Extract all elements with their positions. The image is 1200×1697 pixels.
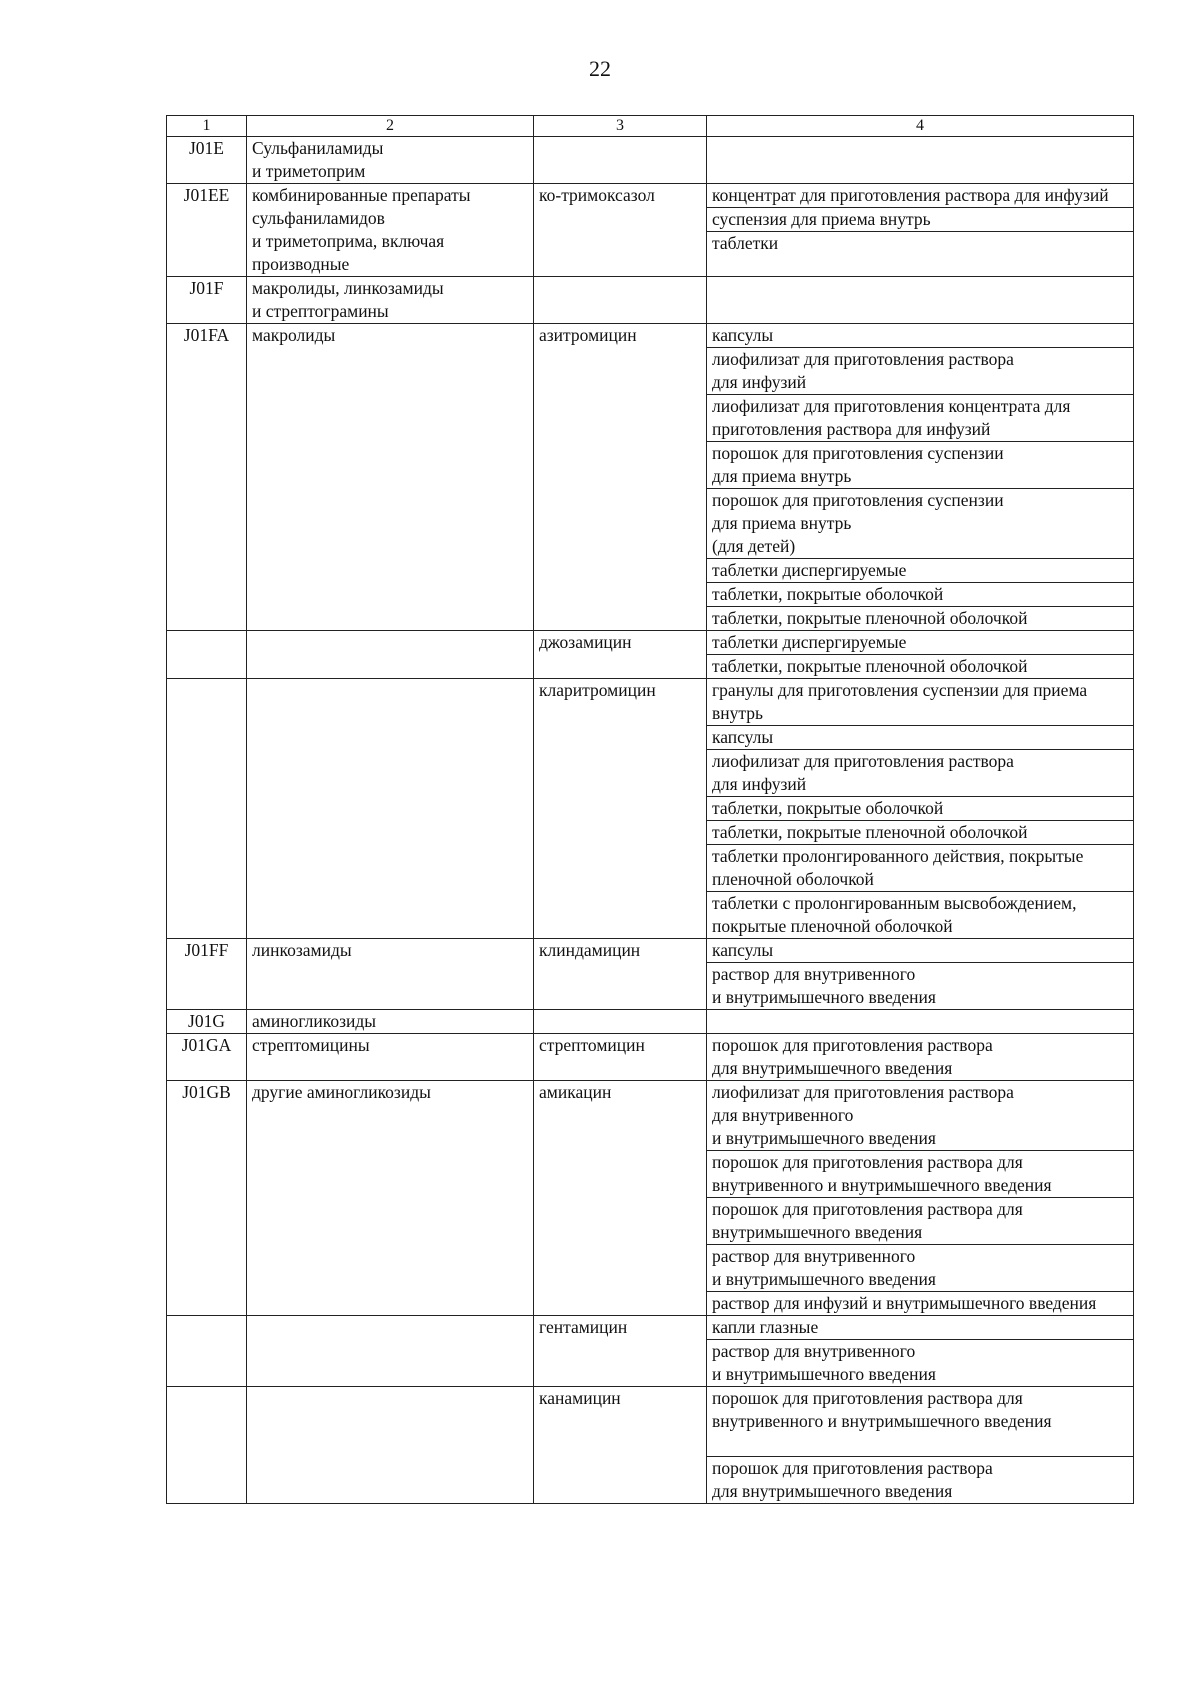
table-header-row	[167, 116, 1134, 137]
atc-code-cell: J01EE	[167, 184, 247, 277]
dosage-form: концентрат для приготовления раствора для инфузий	[712, 185, 1109, 205]
column-header: 3	[534, 116, 707, 137]
table-row	[167, 137, 1134, 184]
atc-code-cell: J01F	[167, 277, 247, 324]
dosage-form: таблетки, покрытые пленочной оболочкой	[707, 606, 1133, 630]
dosage-forms-cell	[707, 277, 1134, 324]
dosage-form: таблетки с пролонгированным высвобождением, покрытые пленочной оболочкой	[707, 891, 1133, 938]
table-row	[167, 1316, 1134, 1387]
dosage-form: капли глазные	[712, 1317, 819, 1337]
group-name-cell: комбинированные препараты сульфаниламидов и триметоприма, включая производные	[247, 184, 534, 277]
drug-name-cell: азитромицин	[534, 324, 707, 631]
dosage-forms-cell	[707, 631, 1134, 679]
group-name-cell: другие аминогликозиды	[247, 1081, 534, 1316]
column-header: 4	[707, 116, 1134, 137]
dosage-form: порошок для приготовления раствора для внутримышечного введения	[712, 1035, 993, 1078]
dosage-forms-cell	[707, 1316, 1134, 1387]
table-row	[167, 1387, 1134, 1504]
dosage-form: суспензия для приема внутрь	[707, 207, 1133, 231]
dosage-form	[707, 277, 1133, 300]
atc-code-cell	[167, 1387, 247, 1504]
dosage-forms-cell	[707, 324, 1134, 631]
drug-name-cell: амикацин	[534, 1081, 707, 1316]
dosage-form: гранулы для приготовления суспензии для приема внутрь	[712, 680, 1088, 723]
drug-name-cell	[534, 137, 707, 184]
dosage-form: порошок для приготовления раствора для внутривенного и внутримышечного введения	[707, 1150, 1133, 1197]
dosage-form: порошок для приготовления раствора для внутримышечного введения	[707, 1197, 1133, 1244]
drug-name-cell: кларитромицин	[534, 679, 707, 939]
group-name-cell	[247, 679, 534, 939]
dosage-form: раствор для инфузий и внутримышечного введения	[707, 1291, 1133, 1315]
dosage-form: таблетки, покрытые пленочной оболочкой	[707, 654, 1133, 678]
dosage-form: лиофилизат для приготовления раствора для инфузий	[707, 347, 1133, 394]
atc-code-cell: J01GA	[167, 1034, 247, 1081]
table-row	[167, 679, 1134, 939]
column-header: 2	[247, 116, 534, 137]
dosage-form: раствор для внутривенного и внутримышечного введения	[707, 1244, 1133, 1291]
page-number: 22	[589, 56, 611, 81]
dosage-form: капсулы	[712, 940, 774, 960]
group-name-cell: аминогликозиды	[247, 1010, 534, 1034]
table-row	[167, 939, 1134, 1010]
dosage-form: таблетки, покрытые пленочной оболочкой	[707, 820, 1133, 844]
table-row	[167, 1034, 1134, 1081]
table-row	[167, 184, 1134, 277]
dosage-forms-cell	[707, 1034, 1134, 1081]
dosage-form: порошок для приготовления суспензии для приема внутрь	[707, 441, 1133, 488]
dosage-form: лиофилизат для приготовления концентрата для приготовления раствора для инфузий	[707, 394, 1133, 441]
dosage-forms-cell	[707, 1010, 1134, 1034]
dosage-form	[707, 1010, 1133, 1033]
column-header: 1	[167, 116, 247, 137]
dosage-form: таблетки, покрытые оболочкой	[707, 796, 1133, 820]
dosage-forms-cell	[707, 1387, 1134, 1504]
dosage-form: лиофилизат для приготовления раствора для инфузий	[707, 749, 1133, 796]
table-row	[167, 324, 1134, 631]
dosage-form: капсулы	[712, 325, 774, 345]
drug-name-cell: канамицин	[534, 1387, 707, 1504]
dosage-forms-cell	[707, 184, 1134, 277]
dosage-form: порошок для приготовления раствора для внутримышечного введения	[707, 1456, 1133, 1503]
dosage-form: таблетки диспергируемые	[707, 558, 1133, 582]
dosage-form: порошок для приготовления суспензии для приема внутрь (для детей)	[707, 488, 1133, 558]
group-name-cell	[247, 1316, 534, 1387]
dosage-form: таблетки диспергируемые	[712, 632, 907, 652]
dosage-forms-cell	[707, 1081, 1134, 1316]
atc-code-cell	[167, 631, 247, 679]
dosage-form: таблетки, покрытые оболочкой	[707, 582, 1133, 606]
drug-table	[166, 115, 1134, 1504]
drug-name-cell: клиндамицин	[534, 939, 707, 1010]
dosage-forms-cell	[707, 137, 1134, 184]
drug-name-cell	[534, 277, 707, 324]
dosage-form: таблетки	[707, 231, 1133, 255]
group-name-cell: макролиды	[247, 324, 534, 631]
dosage-form: таблетки пролонгированного действия, покрытые пленочной оболочкой	[707, 844, 1133, 891]
atc-code-cell: J01FA	[167, 324, 247, 631]
group-name-cell: макролиды, линкозамиды и стрептограмины	[247, 277, 534, 324]
drug-name-cell: стрептомицин	[534, 1034, 707, 1081]
dosage-forms-cell	[707, 939, 1134, 1010]
atc-code-cell: J01E	[167, 137, 247, 184]
dosage-forms-cell	[707, 679, 1134, 939]
dosage-form: порошок для приготовления раствора для внутривенного и внутримышечного введения	[712, 1388, 1052, 1431]
group-name-cell	[247, 1387, 534, 1504]
group-name-cell: линкозамиды	[247, 939, 534, 1010]
dosage-form	[707, 137, 1133, 160]
group-name-cell	[247, 631, 534, 679]
table-row	[167, 1010, 1134, 1034]
table-row	[167, 277, 1134, 324]
atc-code-cell: J01GB	[167, 1081, 247, 1316]
group-name-cell: стрептомицины	[247, 1034, 534, 1081]
atc-code-cell: J01G	[167, 1010, 247, 1034]
drug-name-cell: ко-тримоксазол	[534, 184, 707, 277]
table-row	[167, 631, 1134, 679]
atc-code-cell	[167, 679, 247, 939]
dosage-form: лиофилизат для приготовления раствора для внутривенного и внутримышечного введения	[712, 1082, 1014, 1148]
atc-code-cell: J01FF	[167, 939, 247, 1010]
dosage-form: раствор для внутривенного и внутримышечного введения	[707, 1339, 1133, 1386]
dosage-form: капсулы	[707, 725, 1133, 749]
group-name-cell: Сульфаниламиды и триметоприм	[247, 137, 534, 184]
dosage-form: раствор для внутривенного и внутримышечного введения	[707, 962, 1133, 1009]
drug-name-cell: джозамицин	[534, 631, 707, 679]
drug-name-cell: гентамицин	[534, 1316, 707, 1387]
drug-name-cell	[534, 1010, 707, 1034]
table-row	[167, 1081, 1134, 1316]
atc-code-cell	[167, 1316, 247, 1387]
